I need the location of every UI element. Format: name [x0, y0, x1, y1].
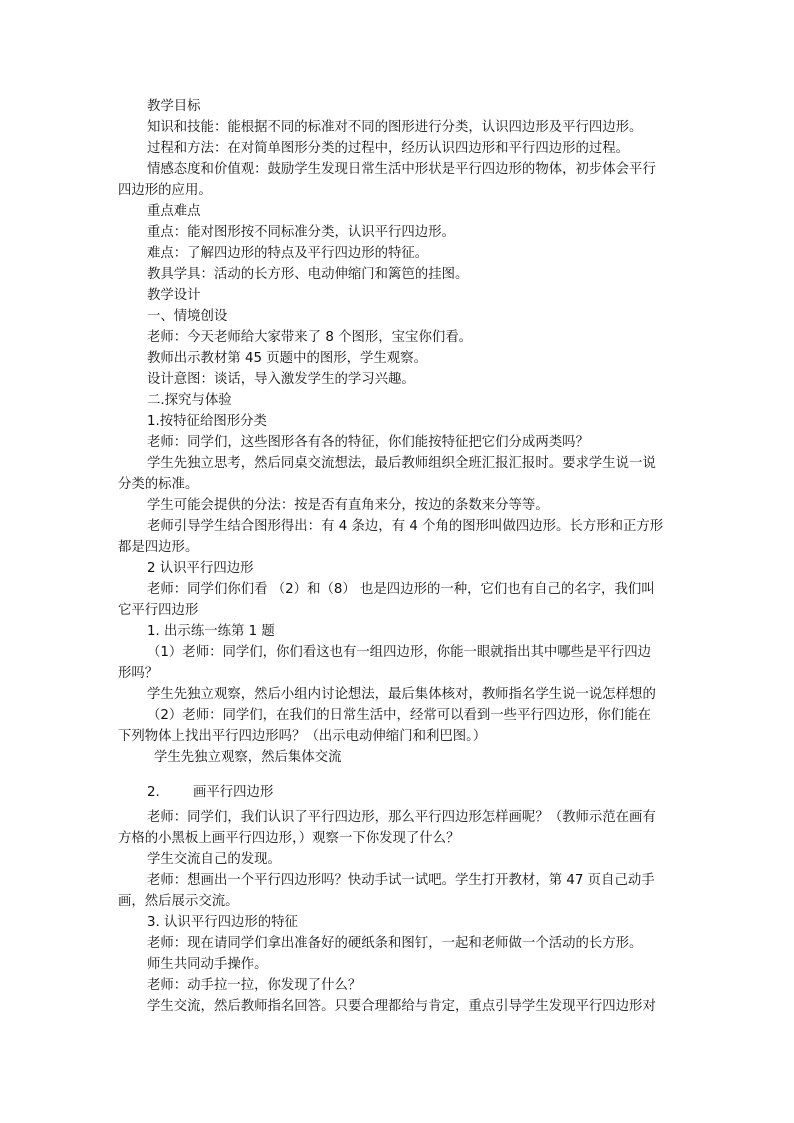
list-number: 2. — [147, 785, 160, 800]
paragraph-line: 学生先独立思考，然后同桌交流想法，最后教师组织全班汇报汇报时。要求学生说一说 — [147, 456, 656, 471]
paragraph-line: 画，然后展示交流。 — [118, 894, 239, 909]
subsection-heading: 1.按特征给图形分类 — [147, 414, 267, 429]
paragraph-line: 四边形的应用。 — [118, 183, 212, 198]
paragraph-line: 过程和方法：在对简单图形分类的过程中，经历认识四边形和平行四边形的过程。 — [147, 141, 630, 156]
paragraph-line: 老师：现在请同学们拿出准备好的硬纸条和图钉，一起和老师做一个活动的长方形。 — [147, 936, 643, 951]
paragraph-line: 老师引导学生结合图形得出：有 4 条边，有 4 个角的图形叫做四边形。长方形和正方形 — [147, 519, 664, 534]
paragraph-line: 学生先独立观察，然后集体交流 — [154, 750, 342, 765]
paragraph-line: 知识和技能：能根据不同的标准对不同的图形进行分类，认识四边形及平行四边形。 — [147, 120, 643, 135]
paragraph-line: 教师出示教材第 45 页题中的图形，学生观察。 — [147, 351, 427, 366]
paragraph-line: 学生交流，然后教师指名回答。只要合理都给与肯定，重点引导学生发现平行四边形对 — [147, 999, 656, 1014]
subsection-heading: 1. 出示练一练第 1 题 — [147, 624, 275, 639]
paragraph-line: 老师：同学们，我们认识了平行四边形，那么平行四边形怎样画呢？（教师示范在画有 — [147, 810, 656, 825]
heading-teaching-goals: 教学目标 — [147, 99, 201, 114]
paragraph-line: 下列物体上找出平行四边形吗？（出示电动伸缩门和利巴图。） — [118, 729, 487, 744]
paragraph-line: 师生共同动手操作。 — [147, 957, 268, 972]
paragraph-line: 都是四边形。 — [118, 540, 199, 555]
paragraph-line: 重点：能对图形按不同标准分类，认识平行四边形。 — [147, 225, 455, 240]
paragraph-line: 学生交流自己的发现。 — [147, 852, 281, 867]
paragraph-line: 设计意图：谈话，导入激发学生的学习兴趣。 — [147, 372, 415, 387]
paragraph-line: 老师：同学们你们看 （2）和（8） 也是四边形的一种，它们也有自己的名字，我们叫 — [147, 582, 655, 597]
heading-key-points: 重点难点 — [147, 204, 201, 219]
paragraph-line: 教具学具：活动的长方形、电动伸缩门和篱笆的挂图。 — [147, 267, 469, 282]
section-heading: 二.探究与体验 — [147, 393, 232, 408]
paragraph-line: 老师：同学们，这些图形各有各的特征，你们能按特征把它们分成两类吗？ — [147, 435, 589, 450]
paragraph-line: 分类的标准。 — [118, 477, 199, 492]
paragraph-line: 老师：今天老师给大家带来了 8 个图形，宝宝你们看。 — [147, 330, 473, 345]
paragraph-line: 学生先独立观察，然后小组内讨论想法，最后集体核对，教师指名学生说一说怎样想的 — [147, 687, 656, 702]
paragraph-line: 情感态度和价值观：鼓励学生发现日常生活中形状是平行四边形的物体，初步体会平行 — [147, 162, 656, 177]
heading-teaching-design: 教学设计 — [147, 288, 201, 303]
paragraph-line: 难点：了解四边形的特点及平行四边形的特征。 — [147, 246, 429, 261]
paragraph-line: 老师：动手拉一拉，你发现了什么？ — [147, 978, 362, 993]
section-heading: 一、情境创设 — [147, 309, 228, 324]
paragraph-line: 方格的小黑板上画平行四边形，）观察一下你发现了什么？ — [118, 831, 460, 846]
paragraph-line: 老师：想画出一个平行四边形吗？快动手试一试吧。学生打开教材，第 47 页自己动手 — [147, 873, 655, 888]
subsection-heading: 画平行四边形 — [193, 785, 274, 800]
paragraph-line: 它平行四边形 — [118, 603, 199, 618]
paragraph-line: 形吗？ — [118, 666, 159, 681]
paragraph-line: （1）老师：同学们，你们看这也有一组四边形，你能一眼就指出其中哪些是平行四边 — [147, 645, 651, 660]
subsection-heading: 3. 认识平行四边形的特征 — [147, 915, 298, 930]
subsection-heading: 2 认识平行四边形 — [147, 561, 254, 576]
paragraph-line: （2）老师：同学们，在我们的日常生活中，经常可以看到一些平行四边形，你们能在 — [147, 708, 651, 723]
paragraph-line: 学生可能会提供的分法：按是否有直角来分，按边的条数来分等等。 — [147, 498, 549, 513]
